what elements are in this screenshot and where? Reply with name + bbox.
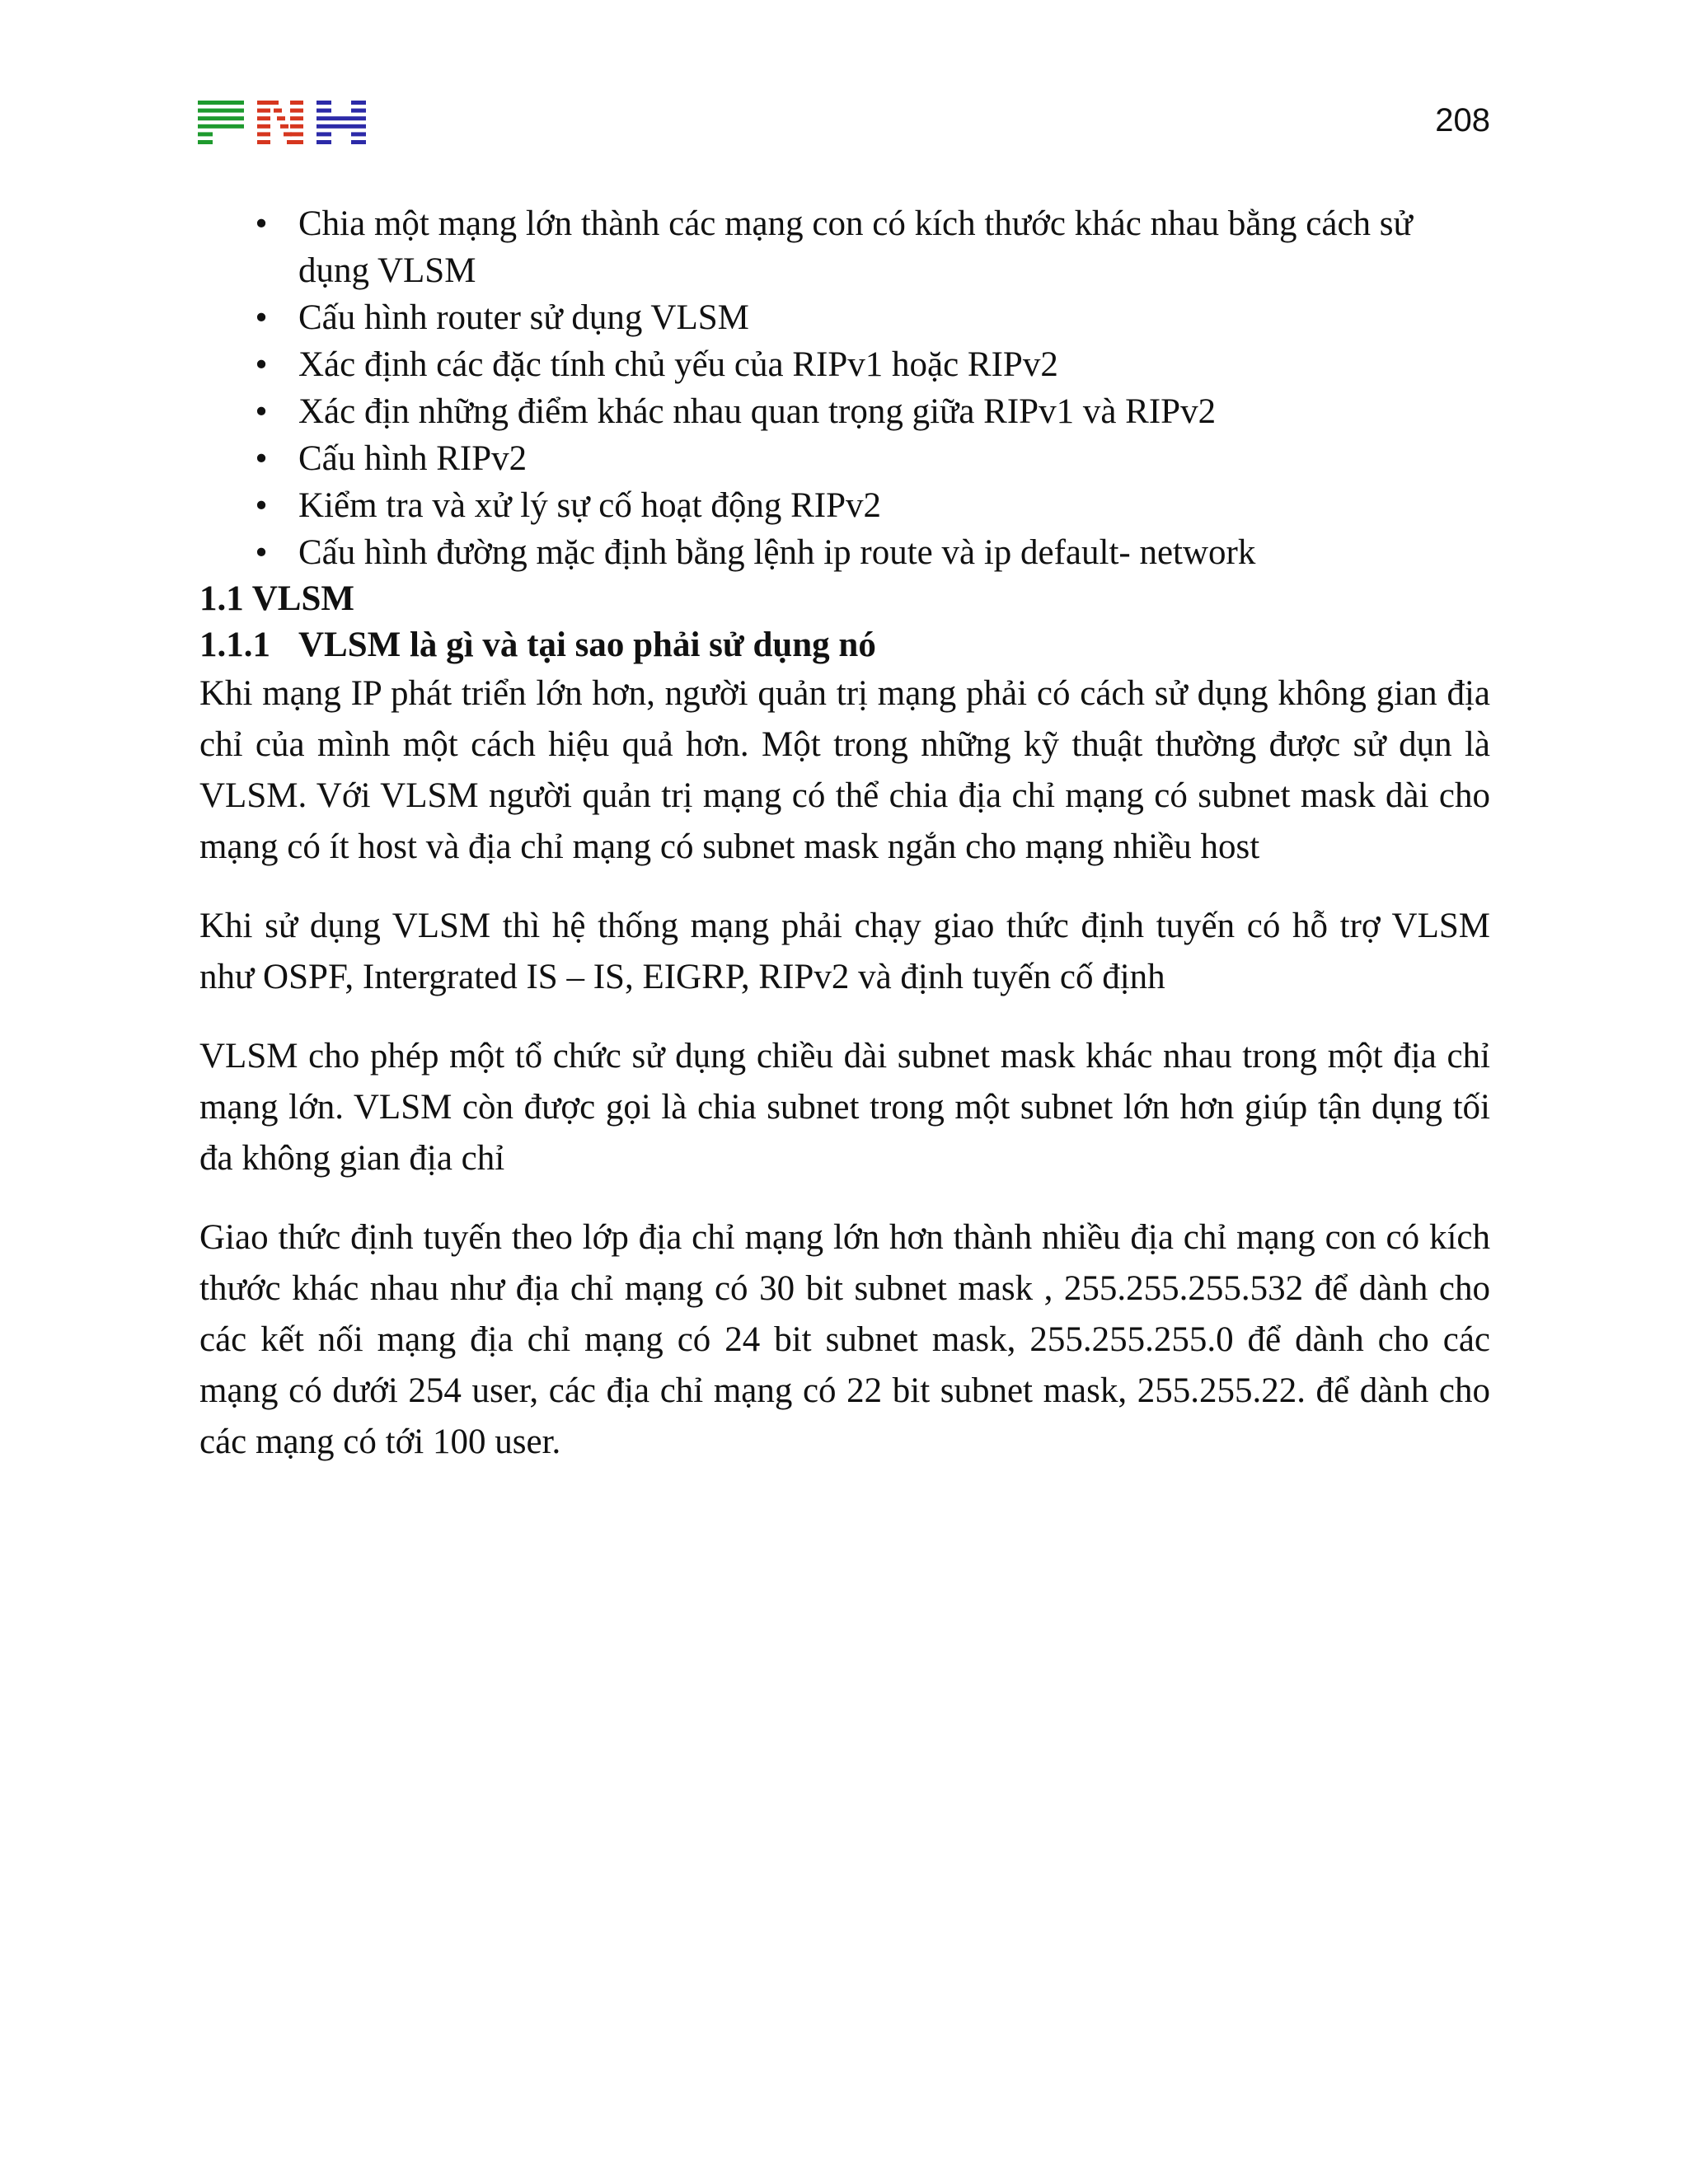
bullet-icon: • [255,533,268,572]
bullet-icon: • [255,298,268,337]
list-item-text: Kiểm tra và xử lý sự cố hoạt động RIPv2 [298,486,882,525]
list-item-text: Xác định các đặc tính chủ yếu của RIPv1 hoặc RIPv2 [298,345,1058,384]
subsection-heading [199,622,1490,668]
list-item [199,388,1490,435]
paragraph: VLSM cho phép một tổ chức sử dụng chiều dài subnet mask khác nhau trong một địa chỉ mạng lớn. VLSM còn được gọi là chia subnet trong một subnet lớn hơn giúp tận dụng tối đa không gian địa chỉ [199,1037,1490,1178]
list-item [199,482,1490,529]
page-number: 208 [1435,102,1490,138]
bullet-icon: • [255,486,268,525]
subsection-number: 1.1.1 [199,626,270,664]
list-item [199,529,1490,576]
list-item [199,341,1490,388]
list-item [199,435,1490,482]
bullet-icon: • [255,392,268,431]
list-item-text: Cấu hình router sử dụng VLSM [298,298,749,337]
list-item-text: Xác địn những điểm khác nhau quan trọng giữa RIPv1 và RIPv2 [298,392,1217,431]
paragraph: Khi mạng IP phát triển lớn hơn, người quản trị mạng phải có cách sử dụng không gian địa chỉ của mình một cách hiệu quả hơn. Một trong những kỹ thuật thường được sử dụn là VLSM. Với VLSM người quản trị mạng có thể chia địa chỉ mạng có subnet mask dài cho mạng có ít host và địa chỉ mạng có subnet mask ngắn cho mạng nhiều host [199,674,1490,866]
bullet-icon: • [255,204,268,243]
logo-letter-p [198,101,244,144]
objectives-list [199,200,1490,576]
section-heading: 1.1 VLSM [199,579,354,618]
bullet-icon: • [255,345,268,384]
list-item-text: Cấu hình đường mặc định bằng lệnh ip route và ip default- network [298,533,1256,572]
logo-letter-h [316,101,366,144]
list-item-text: Cấu hình RIPv2 [298,439,528,478]
page-body [199,200,1490,1468]
list-item [199,200,1490,294]
pnh-logo [198,101,366,147]
bullet-icon: • [255,439,268,478]
list-item [199,294,1490,341]
paragraph: Giao thức định tuyến theo lớp địa chỉ mạng lớn hơn thành nhiều địa chỉ mạng con có kích thước khác nhau như địa chỉ mạng có 30 bit subnet mask , 255.255.255.532 để dành cho các kết nối mạng địa chỉ mạng có 24 bit subnet mask, 255.255.255.0 để dành cho các mạng có dưới 254 user, các địa chỉ mạng có 22 bit subnet mask, 255.255.22. để dành cho các mạng có tới 100 user. [199,1218,1490,1461]
logo-letter-n [257,101,303,144]
subsection-title: VLSM là gì và tại sao phải sử dụng nó [298,626,876,664]
list-item-text: Chia một mạng lớn thành các mạng con có kích thước khác nhau bằng cách sử dụng VLSM [298,204,1413,290]
paragraph: Khi sử dụng VLSM thì hệ thống mạng phải chạy giao thức định tuyến có hỗ trợ VLSM như OSPF, Intergrated IS – IS, EIGRP, RIPv2 và định tuyến cố định [199,907,1490,996]
